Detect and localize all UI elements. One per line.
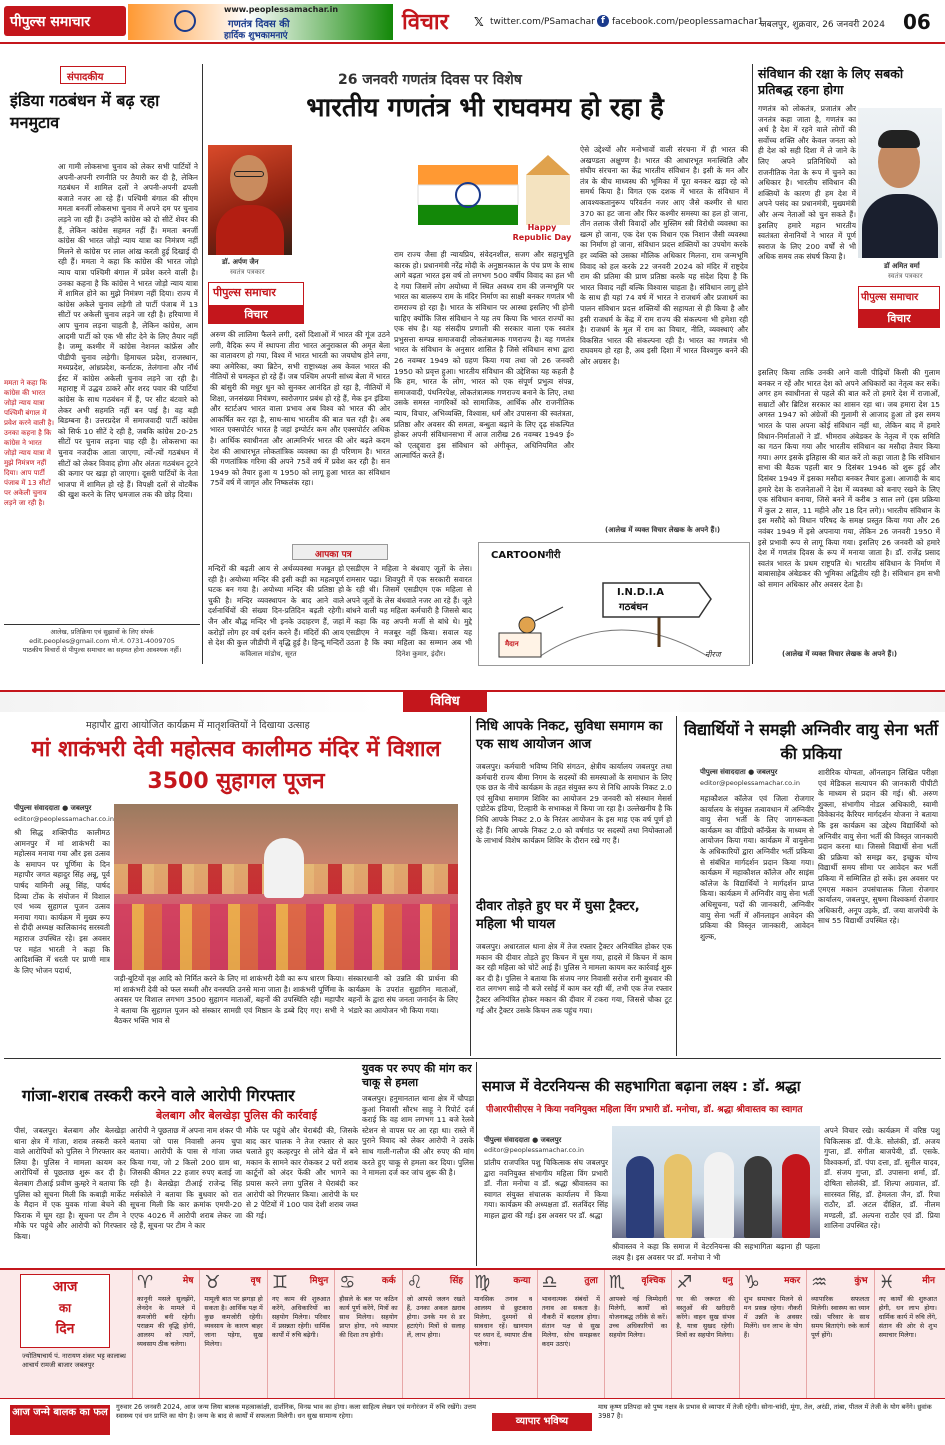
sidebar-headline: संविधान की रक्षा के लिए सबको प्रतिबद्ध रहना होगा — [758, 66, 904, 97]
lead-stamp-logo: पीपुल्स समाचार — [213, 286, 276, 299]
zodiac-sign-name: वृश्चिक — [641, 1276, 666, 1286]
zodiac-sign-text: मानसिक तनाव व आलस्य से छुटकारा मिलेगा, दुश्मनों से सावधान रहें। खानपान पर ध्यान दें, व्यापार ठीक चलेगा। — [474, 1295, 533, 1348]
zodiac-sign-icon: ♊ — [271, 1272, 288, 1293]
letters-col2: एसडीएम ने महिला ने बंधवाए जूतों के लेस। रामसार पढ़ा। शिवपुरी में एक सरकारी सवारत के रही थी। जिसमें एसडीएम एक महिला से अपने जूतों के लेस बंधवाते नजर आ रहे हैं। जूते बांधने वाली यह महिला कर्मचारी है जिससे बाद में कहा कि वह अपनी मर्जी से बांधे थे। मुद्दे एसडीएम ने मजबूर नहीं किया। सवाल यह उठता है कि क्या महिला का सम्मान अब भी — [346, 564, 472, 648]
story4-col2: शारीरिक योग्यता, ऑनलाइन लिखित परीक्षा एवं मेडिकल सत्यापन की जानकारी पीपीटी के माध्यम से प्रदान की गई। श्री. अरुण शुक्ला, संभागीय नोडल अधिकारी, स्वामी विवेकानंद कैरियर मार्गदर्शन योजना ने बताया कि इस कार्यक्रम का उद्देश्य विद्यार्थियों को अग्निवीर वायु सेना भर्ती की विस्तृत जानकारी प्रदान करना था। जिससे विद्यार्थी सेना भर्ती की प्रक्रिया को समझ कर, इच्छुक योग्य विद्यार्थी समय सीमा पर आवेदन कर भर्ती प्रकिया में सम्मिलित हो सकें। इस अवसर पर एमएस मकान उपसंचालक जिला रोजगार कार्यालय, जबलपुर, सुषमा विश्वकर्मा रोजगार अधिकारी, अनूप उइके, डॉ. जया वाजपेयी के साथ 55 विद्यार्थी उपस्थित रहे। — [818, 768, 938, 926]
lead-col3: ऐसे उद्देश्यों और मनोभावों वाली संरचना में ही भारत की अखण्डता अक्षुण्ण है। भारत की आधारभूत मनःस्थिति और संघीय संरचना का केंद्र भारतीय संविधान है। इसी के मन और तंत्र के बीच माध्यस्थ की भूमिका में पूरा बनकर खड़ा रहे को समर्थ किया है। विगत एक दशक में भारत के संविधान में आवश्यकतानुरूप परिवर्तन नजर आए जैसे कश्मीर से धारा 370 का हट जाना और फिर कश्मीर समस्या का हल हो जाना, तीन तलाक जैसी विवादों और मुस्लिम स्त्री विरोधी व्यवस्था का खत्म हो जाना, एक देश एक विधान एक निशान जैसी व्यवस्था का निर्माण हो जाना, संविधान प्रदत्त शक्तियों का उपयोग करके हर व्यक्ति को उसका मौलिक अधिकार मिलना, राम जन्मभूमि विवाद को हल करके 22 जनवरी 2024 को मंदिर में राष्ट्रदेव राम की प्रतिमा की प्राण प्रतिष्ठा करके यह संदेश दिया है कि भारत विवाद नहीं बल्कि विश्वास चाहता है। संविधान लागू होने के साथ ही यहां 74 वर्ष में भारत ने राजधर्म और प्रजाधर्म का पालन संविधान प्रदत्त शक्तियों की सहायता से ही किया है और इसी राजधर्म के केंद्र में राम राज्य की संकल्पना भी हमेशा रही है। राजधर्म के मूल में राम का विचार, नीति, व्यवस्थाएं और विकसित भारत की संकल्पना रही है। भारत का गणतंत्र भी राघवमय हो रहा है, अब इसी दिशा में भारत विश्वगुरु बनने की ओर अग्रसर है। — [580, 145, 748, 366]
person4-icon — [744, 1156, 772, 1238]
story1-kicker: महापौर द्वारा आयोजित कार्यक्रम में मातृशक्तियों ने दिखाया उत्साह — [86, 720, 310, 731]
crowd-row2-icon — [114, 904, 458, 970]
zodiac-cell — [806, 1270, 873, 1400]
zodiac-cell — [671, 1270, 738, 1400]
zodiac-cell — [402, 1270, 469, 1400]
lead-headline: भारतीय गणतंत्र भी राघवमय हो रहा है — [306, 93, 664, 123]
letters-col1: मन्दिरों की बढ़ती आय से अर्थव्यवस्था मजबूत हो रही है। अयोध्या मन्दिर की इसी कड़ी का महत्वपूर्ण घटक बन गया है। अयोध्या मन्दिर की प्रतिष्ठा हो चुकी है। मन्दिर व्यवस्थापन के बाद आने वाले दर्शनार्थियों की संख्या दिन-प्रतिदिन बढ़ती रहेगी। जैन और बौद्ध मन्दिर भी इनके उदाहरण हैं, जहां करोड़ों लोग हर वर्ष दर्शन करने हैं। मंदिरों की आय से देश की कुल जीडीपी में वृद्धि हुई है। हिन्दू मन्दिरों — [208, 564, 344, 648]
zodiac-sign-name: मेष — [182, 1276, 194, 1286]
story7-caption: श्रीवास्तव ने कहा कि समाज में वेटरनियन्स की सहभागिता बढ़ाना ही पहला लक्ष्य है। इस अवसर पर डॉ. मनोचा ने भी — [612, 1242, 820, 1262]
banner-line1: गणतंत्र दिवस की — [228, 19, 290, 30]
zodiac-cell — [267, 1270, 334, 1400]
child-label: आज जन्मे बालक का फल — [10, 1405, 110, 1435]
zodiac-sign-name: मिथुन — [309, 1276, 329, 1286]
zodiac-cell — [132, 1270, 199, 1400]
republic-day-text: Happy Republic Day — [512, 223, 572, 242]
lead-author-name: डॉ. अर्पण जैन — [222, 258, 259, 266]
flag-banner — [128, 4, 393, 40]
story1-col1: श्री सिद्ध शक्तिपीठ कालीमठ आमनपुर में मां शाकंभरी का महोत्सव मनाया गया और इस उत्सव के समापन पर पूर्णिमा के दिन महापौर जगत बहादुर सिंह अन्नू, पूर्व पार्षद यामिनी अन्नू सिंह, पार्षद दिव्या टोंक के संयोजन में विशाल एवं भव्य सुहागल पूजन उत्सव मनाया गया। कार्यक्रम में मुख्य रूप से दीदी अध्यक्ष कालिकानंद सरस्वती महाराज उपस्थित रहे। इस अवसर पर महंत भारती ने कहा कि आदिशक्ति में धरती पर प्राणी मात्र के लिए भोजन पदार्थ, — [14, 828, 110, 975]
zodiac-sign-name: सिंह — [449, 1276, 464, 1286]
story5-subhead: बेलबाग और बेलखेड़ा पुलिस की कार्रवाई — [156, 1109, 317, 1122]
story7-col1: प्रांतीय राजपत्रित पशु चिकित्सक संघ जबलपुर द्वारा नवनियुक्त संभागीय महिला विंग प्रभारी डॉ. नीता मनोचा व डॉ. श्रद्धा श्रीवास्तव का स्वागत संयुक्त संचालक कार्यालय में किया गया। कार्यक्रम की अध्यक्षता डॉ. सतविंदर सिंह माहल द्वारा की गई। इस अवसर पर डॉ. श्रद्धा — [484, 1158, 608, 1220]
zodiac-sign-text: शुभ समाचार मिलने से मन प्रसन्न रहेगा। नौकरी में उन्नति के अवसर मिलेंगे। धन लाभ के योग हैं। — [743, 1295, 803, 1339]
lead-stamp-section: विचार — [209, 305, 303, 324]
zodiac-sign-text: आपको नई जिम्मेदारी मिलेगी, कार्यों को योजनाबद्ध तरीके से करें। उच्च अधिकारियों का सहयोग मिलेगा। — [608, 1295, 668, 1339]
lead-signoff: (आलेख में व्यक्त विचार लेखक के अपने हैं।) — [605, 526, 721, 534]
editorial-tag-box — [60, 66, 126, 84]
zodiac-sign-name: मीन — [922, 1276, 935, 1286]
story5-headline: गांजा-शराब तस्करी करने वाले आरोपी गिरफ्तार — [22, 1086, 295, 1105]
story5-col1: पीसं, जबलपुर। बेलबाग और बेलखेड़ा थाना क्षेत्र में गांजा, शराब तस्करी करने वाले आरोपियों को पुलिस ने गिरफ्तार कर लिया है। पुलिस ने मामला कायम कर आरोपियों से पूछताछ शुरू कर दी है। बेलबाग टीआई प्रवीण कुम्हरे ने बताया कि पुलिस को सूचना मिली कि कबाड़ी मार्केट के मैदान में एक युवक गांजा बेचने की फिराक में घूम रहा है। सूचना पर टीम ने मौके पर पहुंचे और आरोपी को गिरफ्तार किया। — [14, 1126, 126, 1241]
author-face-icon — [230, 155, 268, 201]
zodiac-sign-icon: ♋ — [339, 1272, 356, 1293]
zodiac-sign-name: कर्क — [381, 1276, 396, 1286]
story4-email[interactable]: editor@peoplessamachar.co.in — [700, 779, 800, 787]
lead-col1: अरुण की लालिमा फैलने लगी, दसों दिशाओं में भारत की गूंज उठने लगी, वैदिक रूप में स्थापना तीरा भारत अनुराकाल की अमृत बेला का वातावरण हो गया, विश्व में भारत भारती का जयघोष होने लगा, क्या अमेरिका, क्या ब्रिटेन, सभी राष्ट्राध्यक्ष अब केवल भारत की नीतियों से चमत्कृत हो रहे हैं। जब पश्चिम अपनी सांध्य बेला में भारत की बांसुरी की मधुर धुन को सुनकर आनंदित हो रहा है, नीतियों में शिक्षा, जनसंख्या नियंत्रण, स्वरोजगार प्रबंध हो रहे हैं, मेक इन इंडिया और स्टार्टअप भारत वाला प्रभाव अब विश्व को भारत की ओर आकर्षित कर रहा है, साथ-साथ भारतीय की बात चल रही है। अब भारत एक्सपोर्टर भारत है जहां इम्पोर्टर कम और एक्सपोर्टर अधिक है। आर्थिक स्वाधीनता और आत्मनिर्भर भारत की ओर बढ़ते कदम देश की आधारभूत लोकतांत्रिक व्यवस्था का ही परिणाम है। भारत की गणतांत्रिक गरिमा की अपने 75वें वर्ष में प्रवेश कर रही है। सन 1949 को तैयार हुआ य 1950 को लागू हुआ भारत का संविधान 75वें वर्ष में जागृत और निष्कलंक रहा। — [210, 330, 390, 488]
zodiac-sign-text: नए कार्यों की शुरुआत होगी, धन लाभ होगा। धार्मिक कार्य में रुचि लेंगे, संतान की ओर से शुभ समाचार मिलेगा। — [878, 1295, 937, 1339]
divider-v2 — [676, 716, 677, 1056]
zodiac-cell — [874, 1270, 941, 1400]
person1-icon — [626, 1156, 654, 1238]
zodiac-cell — [604, 1270, 671, 1400]
story1-email[interactable]: editor@peoplessamachar.co.in — [14, 815, 114, 823]
horoscope-title-mid: का — [58, 1301, 72, 1315]
zodiac-sign-name: कन्या — [513, 1276, 531, 1286]
zodiac-sign-icon: ♓ — [878, 1272, 895, 1293]
zodiac-sign-name: धनु — [722, 1276, 733, 1286]
zodiac-sign-text: भावनात्मक संबंधों में तनाव आ सकता है। नौकरी में बदलाव होगा। संतान पक्ष से सुख मिलेगा, सोच समझकर कदम उठाएं। — [541, 1295, 600, 1348]
cartoon-artist-signature: नीरज — [705, 650, 721, 659]
banner-line2: हार्दिक शुभकामनाएं — [224, 31, 288, 41]
republic-day-image — [394, 145, 574, 245]
zodiac-cell — [739, 1270, 806, 1400]
divider-h1 — [4, 1058, 941, 1059]
story3-headline: दीवार तोड़ते हुए घर में घुसा ट्रैक्टर, महिला भी घायल — [476, 899, 640, 932]
zodiac-sign-name: वृष — [250, 1276, 261, 1286]
divider-right — [752, 64, 753, 664]
story1-byline: पीपुल्स संवाददाता ● जबलपुर — [14, 804, 92, 812]
zodiac-cell — [199, 1270, 266, 1400]
horoscope-grid — [132, 1270, 941, 1400]
zodiac-sign-text: जो आपसे जलन रखते हैं, उनका अकल ख़राब होगा। उनके मन से डर हटाएंगे। मित्रों से सलाह लें, लाभ होगा। — [406, 1295, 466, 1339]
zodiac-sign-text: घर की जरूरत की वस्तुओं की खरीदारी करेंगे। वाहन सुख संभव है, यात्रा सुखद रहेगी। मित्रों का सहयोग मिलेगा। — [676, 1295, 735, 1339]
lead-col1-top — [296, 145, 390, 325]
horoscope-title-box — [20, 1274, 110, 1348]
zodiac-sign-text: नए काम की शुरुआत करेंगे, अधिकारियों का सहयोग मिलेगा। परिवार में प्रसन्नता रहेगी। धार्मिक कार्यों में रुचि बढ़ेगी। — [271, 1295, 331, 1339]
story4-headline: विद्यार्थियों ने समझी अग्निवीर वायु सेना भर्ती की प्रकिया — [684, 720, 938, 763]
sidebar-stamp-logo: पीपुल्स समाचार — [861, 292, 919, 303]
zodiac-sign-text: कानूनी मसले सुलझेंगे, लेनदेन के मामले में कमजोरी बनी रहेगी। पराक्रम की वृद्धि होगी, आलस्य को त्यागें, व्यवसाय ठीक चलेगा। — [137, 1295, 196, 1348]
zodiac-sign-icon: ♈ — [137, 1272, 154, 1293]
horoscope-band — [0, 1268, 945, 1398]
zodiac-sign-icon: ♏ — [608, 1272, 626, 1293]
sidebar-stamp — [858, 286, 940, 328]
divider-v3 — [476, 1062, 477, 1266]
editorial-tag: संपादकीय — [67, 72, 104, 83]
facebook-handle[interactable]: facebook.com/peoplessamachar1 — [612, 17, 764, 27]
story6-col1: मौके पर पहुंचे और घेराबंदी की, जिसके बाद कार चालक ने तेज रफ्तार से कार चलाते हुए कल्हरपुर से लोने खेत में बने मकान के सामने कार रोककर 2 घरों शराब कार्टूनों को अंदर फेंकी और भागने का प्रयास करने लगा पुलिस ने घेराबंदी कर आरोपी को गिरफ्तार किया। आरोपी के घर से 2 पेटियों में 100 पाव देशी शराब जब्त की गई। — [246, 1126, 358, 1220]
story1-headline: मां शाकंभरी देवी महोत्सव कालीमठ मंदिर में विशाल 3500 सुहागल पूजन — [31, 737, 441, 794]
person5-icon — [782, 1154, 810, 1238]
story1-photo — [114, 804, 458, 970]
footer-strip — [0, 1398, 945, 1445]
editorial-footer — [4, 624, 200, 654]
cartoon-box — [478, 542, 750, 666]
letters-title-box — [292, 544, 388, 560]
editorial-body: आ गामी लोकसभा चुनाव को लेकर सभी पार्टियों ने अपनी-अपनी रणनीति पर तैयारी कर दी है, लेकिन गठबंधन में शामिल दलों ने अपनी-अपनी ढपली बजाते नजर आ रहे हैं। पश्चिमी बंगाल की सीएम ममता बनर्जी लोकसभा चुनाव में अपने दम पर चुनाव लड़ने जा रही हैं। उन्होंने कांग्रेस को दो सीटें शेयर की हैं, लेकिन कांग्रेस सहमत नहीं हैं। ममता बनर्जी कांग्रेस की भारत जोड़ो न्याय यात्रा का निमंत्रण नहीं मिलने से कांग्रेस पर लाल आंख करती हुई दिखाई दी रही हैं। ममता ने कहा कि कांग्रेस की भारत जोड़ो न्याय यात्रा पश्चिमी बंगाल में प्रवेश करने वाली है। उनका कहना है कि कांग्रेस ने भारत जोड़ो न्याय यात्रा में शामिल होने का मुझे निमंत्रण नहीं दिया। राज्य में कांग्रेस अकेले चुनाव लड़ेगी तो पार्टी पंजाब में 13 सीटों पर अकेली चुनाव लड़ने जा रही है। हरियाणा में आप चुनाव लड़ना चाहती है, लेकिन कांग्रेस, आम आदमी पार्टी को एक भी सीट देने के लिए तैयार नहीं है। जम्मू कश्मीर में कांग्रेस नेशनल कांफ्रेंस और पीडीपी चुनाव लड़ेगी। हिमाचल प्रदेश, राजस्थान, मध्यप्रदेश, आंध्रप्रदेश, कर्नाटक, तेलंगाना और नॉर्थ ईस्ट में कांग्रेस अकेली चुनाव लड़ने जा रही है। महाराष्ट्र में उद्धव ठाकरे और शरद पवार की पार्टियां कांग्रेस के साथ गठबंधन में हैं, पर सीट बंटवारे को लेकर अभी सहमति नहीं बन पाई है। वह बड़ी बिडम्बना है। उत्तरप्रदेश में समाजवादी पार्टी कांग्रेस को सिर्फ 10 सीटें दे रही है, जबकि कांग्रेस 20-25 सीटों पर चुनाव लड़ना चाह रही है। लोकसभा का चुनाव नजदीक आता जाएगा, त्यों-त्यों गठबंधन में सीटों को लेकर विवाद होगा और अंततः गठबंधन टूटने की कगार पर खड़ा हो जाएगा। दूसरी पार्टियों के नेता भाजपा में शामिल हो रहे हैं। विपक्षी दलों से वोटबैंक की खुश करने के लिए भ्रमजाल तक की छोड़ दिया। — [58, 162, 198, 500]
mayor-figure-icon — [264, 838, 304, 898]
story6-col2: जबलपुर। हनुमानताल थाना क्षेत्र में चौपड़ा कुआं निवासी सौरभ साहू ने रिपोर्ट दर्ज कराई कि वह शाम लगभग 11 बजे रेलवे स्टेशन से वापस घर आ रहा था। रास्ते में पुराने विवाद को लेकर आरोपी ने उसके साथ गाली-गलौज की और रुपए की मांग करते हुए चाकू से हमला कर दिया। पुलिस ने मामला दर्ज कर जांच शुरू की है। — [362, 1094, 474, 1178]
zodiac-sign-icon: ♑ — [743, 1272, 760, 1293]
story7-headline: समाज में वेटरनियन्स की सहभागिता बढ़ाना लक्ष्य : डॉ. श्रद्धा — [482, 1079, 801, 1095]
author-body-icon — [216, 205, 284, 255]
story6-headline: युवक पर रुपए की मांग कर चाकू से हमला — [362, 1062, 472, 1089]
sidebar-intro: गणतंत्र को लोकतंत्र, प्रजातंत्र और जनतंत्र कहा जाता है, गणतंत्र का अर्थ है देश में रहने वाले लोगों की सर्वोच्च शक्ति और केवल जनता को ही देश को सही दिशा में ले जाने के लिए अपने प्रतिनिधियों को राजनीतिक नेता के रूप में चुनने का अधिकार है। भारतीय संविधान की शक्तियों के कारण ही हम देश में अपने पसंद का प्रधानमंत्री, मुख्यमंत्री और अन्य नेताओं को चुन सकते हैं। इसलिए हमारे महान भारतीय स्वतंत्रता सेनानियों ने भारत में पूर्ण स्वराज के लिए 200 वर्षों से भी अधिक समय तक संघर्ष किया है। — [758, 104, 856, 262]
lead-stamp — [208, 282, 304, 324]
lead-author-role: स्वतंत्र पत्रकार — [230, 268, 265, 276]
lead-author-photo — [208, 145, 292, 255]
twitter-handle[interactable]: twitter.com/PSamachar — [490, 17, 595, 27]
sidebar-author-photo — [858, 108, 942, 258]
zodiac-sign-icon: ♐ — [676, 1272, 693, 1293]
story2-headline: निधि आपके निकट, सुविधा समागम का एक साथ आयोजन आज — [476, 719, 663, 752]
sidebar-signoff: (आलेख में व्यक्त विचार लेखक के अपने हैं।) — [782, 650, 898, 658]
zodiac-cell — [537, 1270, 604, 1400]
horoscope-title-bot: दिन — [55, 1321, 75, 1337]
zodiac-sign-text: मामूली बात पर झगड़ा हो सकता है। आर्थिक पक्ष में कुछ कमजोरी रहेगी। व्यवसाय के कारण बाहर जाना पड़ेगा, सुख मिलेगा। — [204, 1295, 263, 1348]
editorial-headline: इंडिया गठबंधन में बढ़ रहा मनमुटाव — [10, 91, 160, 132]
letters-sig1: कविलाल मांडोथ, सूरत — [240, 650, 297, 658]
story7-email[interactable]: editor@peoplessamachar.co.in — [484, 1146, 584, 1154]
market-text: माघ कृष्ण प्रतिपदा को पुष्य नक्षत्र के प्रभाव से व्यापार में तेजी रहेगी। सोना-चांदी, मूंगा, तेल, अरंडी, तांबा, पीतल में तेजी के योग बनेंगे। ध्रुवांक 3987 है। — [598, 1403, 932, 1421]
letters-sig2: दिनेश कुमार, इंदौर। — [396, 650, 446, 658]
horoscope-title-top: आज — [52, 1279, 78, 1295]
zodiac-sign-icon: ♍ — [474, 1272, 491, 1293]
cartoon-sign-line1: I.N.D.I.A — [617, 587, 665, 598]
zodiac-sign-icon: ♎ — [541, 1272, 558, 1293]
story7-col3: अपने विचार रखे। कार्यक्रम में वरिष्ठ पशु चिकित्सक डॉ. पी.के. सोलंकी, डॉ. अजय गुप्ता, डॉ. संगीता बाजपेयी, डॉ. एसके. विश्वकर्मा, डॉ. पंपा दत्ता, डॉ. सुनील यादव, डॉ. संजय गुप्ता, डॉ. उपासना शर्मा, डॉ. दोषिता सोलंकी, डॉ. शिल्पा अग्रवाल, डॉ. सारस्वत सिंह, डॉ. हेमलता जैन, डॉ. रिचा राठौर, डॉ. अटल दीक्षित, डॉ. नीलम मण्डली, डॉ. अल्पना राठौर एवं डॉ. प्रिया शालिना उपस्थित रहे। — [824, 1126, 940, 1231]
vividh-label: विविध — [403, 692, 487, 712]
zodiac-sign-name: मकर — [784, 1276, 801, 1286]
dateline: जबलपुर, शुक्रवार, 26 जनवरी 2024 — [760, 20, 885, 30]
sidebar-author-role: स्वतंत्र पत्रकार — [888, 272, 923, 280]
story4-byline: पीपुल्स संवाददाता ● जबलपुर — [700, 768, 778, 776]
story7-subhead: पीआरपीसीएस ने किया नवनियुक्त महिला विंग प्रभारी डॉ. मनोचा, डॉ. श्रद्धा श्रीवास्तव का स्वागत — [486, 1105, 803, 1115]
zodiac-sign-text: व्यापारिक सफलता मिलेगी। स्वास्थ्य का ध्यान रखें। परिवार के साथ समय बिताएंगे। रुके कार्य पूर्ण होंगे। — [811, 1295, 870, 1339]
story3-body: जबलपुर। अधारताल थाना क्षेत्र में तेज रफ्तार ट्रैक्टर अनियंत्रित होकर एक मकान की दीवार तोड़ते हुए किचन में घुस गया, हादसे में किचन में काम कर रही महिला को चोटें आई हैं। पुलिस ने मामला कायम कर कार्रवाई शुरू कर दी है। पुलिस ने बताया कि संजय नगर निवासी सरोज रानी बुधवार की रात लगभग साढ़े नौ बजे रसोई में काम कर रही थीं, तभी एक तेज रफ्तार ट्रैक्टर अनियंत्रित होकर मकान की दीवार में टकरा गया, जिससे चौका टूट गई और ट्रैक्टर उसके किचन तक पहुंच गया। — [476, 942, 672, 1015]
masthead-logo — [4, 6, 126, 36]
masthead-logo-text: पीपुल्स समाचार — [10, 14, 91, 30]
zodiac-cell — [469, 1270, 536, 1400]
story7-photo — [612, 1126, 820, 1238]
twitter-icon[interactable]: 𝕏 — [474, 15, 484, 29]
story2-body: जबलपुर। कर्मचारी भविष्य निधि संगठन, क्षेत्रीय कार्यालय जबलपुर तथा कर्मचारी राज्य बीमा निगम के सदस्यों की समस्याओं के समाधान के लिए एक छत के नीचे कार्यक्रम के तहत संयुक्त रूप से निधि आपके निकट 2.0 एवं सुविधा समागम शिविर का आयोजन 29 जनवरी को संस्थान मेसर्स एडोटेक इंडिया, टिल्हारी के सभाकक्ष में किया जा रहा है। उल्लेखनीय है कि निधि आपके निकट 2.0 के निरंतर आयोजन के इस माह एक वर्ष पूर्ण हो रहे हैं। निधि आपके निकट 2.0 को वर्षगांठ पर सदस्यों तथा नियोक्ताओं के लाभार्थ विशेष कार्यक्रम शिविर के दौरान रखे गए हैं। — [476, 762, 672, 846]
masthead — [0, 0, 945, 44]
editorial-footer-email[interactable]: edit.peoples@gmail.com मो.नं. 0731-4009705 — [29, 637, 175, 645]
banner-website[interactable]: www.peoplessamachar.in — [224, 5, 339, 14]
author-glasses-icon — [234, 171, 264, 177]
child-text: गुरुवार 26 जनवरी 2024, आज जन्म लिया बालक महत्वाकांक्षी, दार्शनिक, विनम्र भाव का होगा। कला साहित्य लेखन एवं मनोरंजन में रुचि रखेंगे। उत्तम स्वास्थ्य एवं धन प्राप्ति का योग है। जन्म के बाद से कार्यों में सफलता मिलेगी। धन सुख सामान्य रहेगा। — [116, 1403, 476, 1421]
sidebar-author-name: डॉ अमित वर्मा — [884, 262, 920, 270]
story1-col2: जड़ी-बूटियों वृक्ष आदि को निर्मित करने के लिए मां शाकंभरी देवी का रूप धारण किया। मां शाकंभरी देवी को फल सब्जी और वनस्पति उनसे माना जाता है। शाकंभरी पूर्णिमा के अवसर पर विशाल लगभग 3500 सुहागन माताओं, बहनों की उपस्थिति रही। महापौर ने बताया कि सुहागल पूजन को संस्कार सामग्री एवं मिष्ठान के डब्बे दिए गए। सभी ने बैठकर भक्ति भाव से — [114, 974, 344, 1026]
zodiac-sign-icon: ♌ — [406, 1272, 423, 1293]
zodiac-sign-icon: ♉ — [204, 1272, 221, 1293]
market-label: व्यापार भविष्य — [492, 1413, 592, 1431]
lead-kicker: 26 जनवरी गणतंत्र दिवस पर विशेष — [338, 72, 522, 88]
zodiac-sign-text: हौसले के बल पर कठिन कार्य पूर्ण करेंगे, मित्रों का साथ मिलेगा। सहयोग प्राप्त होगा, नये व्यापार की दिशा तय होगी। — [339, 1295, 398, 1339]
person3-icon — [704, 1152, 734, 1238]
zodiac-sign-name: कुंभ — [854, 1276, 868, 1286]
facebook-icon[interactable]: f — [597, 15, 609, 27]
editorial-pullquote: ममता ने कहा कि कांग्रेस की भारत जोड़ो न्याय यात्रा पश्चिमी बंगाल में प्रवेश करने वाली है। उनका कहना है कि कांग्रेस ने भारत जोड़ो न्याय यात्रा में मुझे निमंत्रण नहीं दिया। आप पार्टी पंजाब में 13 सीटों पर अकेली चुनाव लड़ने जा रही है। — [4, 379, 55, 507]
lead-col2: राम राज्य जैसा ही न्यायप्रिय, संवेदनशील, सजग और सहानुभूति कारक हो। प्रधानमंत्री नरेंद्र मोदी के अनुष्ठानकाल के पंच प्रण के साथ आगे बढ़ता भारत इस वर्ष तो लगभग 500 वर्षीय विवाद का हल भी दे गया जिसमें लोग अयोध्या में स्थित अवध्य राम की जन्मभूमि पर भारत का बालरूप राम के मंदिर निर्माण का साक्षी बनकर गणतंत्र भी रामराज्य हो रहा है। भारत के संविधान पर आस्था इसलिए भी होनी चाहिए क्योंकि जिस संविधान ने यह तय किया कि भारत राज्यों का एक संघ है। यह संसदीय प्रणाली की सरकार वाला एक स्वतंत्र प्रभुसत्ता सम्पन्न समाजवादी लोकतंत्रात्मक गणराज्य है। यह गणतंत्र भारत के संविधान के अनुसार शासित है जिसे संविधान सभा द्वारा 26 नवम्बर 1949 को ग्रहण किया गया तथा जो 26 जनवरी 1950 को प्रवृत्त हुआ। भारतीय संविधान की उद्देशिका यह कहती है कि हम, भारत के लोग, भारत को एक संपूर्ण प्रभुत्व संपन्न, समाजवादी, पंथनिरपेक्ष, लोकतंत्रात्मक गणराज्य बनाने के लिए, तथा उसके समस्त नागरिकों को सामाजिक, आर्थिक और राजनीतिक न्याय, विचार, अभिव्यक्ति, विश्वास, धर्म और उपासना की स्वतंत्रता, प्रतिष्ठा और अवसर की समता, बन्धुता बढ़ाने के लिए दृढ़ संकल्पित होकर अपनी संविधानसभा में आज तारीख 26 नवम्बर 1949 ई० को एतद्द्वारा इस संविधान को अंगीकृत, अधिनियमित और आत्मार्पित करते हैं। — [394, 250, 574, 461]
letters-title: आपका पत्र — [315, 550, 352, 560]
flag-chakra-icon — [174, 10, 196, 32]
page-number: 06 — [903, 10, 931, 34]
divider-v1 — [470, 716, 471, 1056]
sidebar-body: इसलिए किया ताकि उनकी आने वाली पीढ़ियों किसी की गुलाम बनकर न रहें और भारत देश को अपने अधिकारों का नेतृत्व कर सकें। अगर हम स्वाधीनता से पहले की बात करें तो हमारे देश में राजाओं, सम्राटों और ब्रिटिश सरकार का शासन रहा था। जब हमारा देश 15 अगस्त 1947 को अंग्रेजों की गुलामी से आजाद हुआ तो इस समय भारत के पास अपना कोई संविधान नहीं था, लेकिन बाद में हमारे विधान-निर्माताओं ने डॉ. भीमराव अंबेडकर के नेतृत्व में एक समिति का गठन किया गया और भारतीय संविधान का मसौदा तैयार किया गया। अगर इसके इतिहास की बात करें तो कहा जाता है कि संविधान सभा की बैठक पहली बार 9 दिसंबर 1946 को शुरू हुई और दिसंबर 1949 में इसका मसौदा बनकर तैयार हुआ। आजादी के बाद हमारे देश के राजनेताओं ने देश में व्यवस्था को बनाए रखने के लिए एक संविधान बनाया, जिसे बनने में करीब 3 साल लगे (इस प्रक्रिया में कुल 2 साल, 11 महीने और 18 दिन लगे)। भारतीय संविधान के इस मसौदे को विधान परिषद के समक्ष प्रस्तुत किया गया और 26 नवंबर 1949 में इसे अपनाया गया, लेकिन 26 जनवरी 1950 में इसे प्रभावी रूप से लागू किया गया। इसलिए 26 जनवरी को हमारे देश में गणतंत्र दिवस के रूप में मनाया जाता है। डॉ. राजेंद्र प्रसाद स्वतंत्र भारत के प्रथम राष्ट्रपति थे। भारतीय संविधान के निर्माण में बाबासाहेब अंबेडकर की भूमिका अद्वितीय रही है। संविधान हम सभी को समान अधिकार और अवसर देता है। — [758, 368, 940, 589]
story1-col3: संस्कारधानी को उन्नति की प्रार्थना की कार्यक्रम के उपरांत सुहागिन माताओं, बहनों के द्वारा संघ जनता जनार्दन के लिए भंडारे का आयोजन भी किया गया। — [348, 974, 458, 1015]
vividh-band — [0, 690, 945, 712]
cartoon-sign-line2: गठबंधन — [619, 602, 648, 613]
zodiac-sign-icon: ♒ — [811, 1272, 828, 1293]
story7-byline: पीपुल्स संवाददाता ● जबलपुर — [484, 1136, 562, 1144]
sidebar-stamp-section: विचार — [859, 309, 939, 328]
person2-icon — [664, 1154, 692, 1238]
section-title: विचार — [402, 10, 449, 35]
cartoon-title: CARTOONगीरी — [491, 550, 561, 561]
horoscope-astrologer: ज्योतिषाचार्य पं. नारायण शंकर भट्ट कालाब्ध आचार्य रामजी बाजार जबलपुर — [22, 1352, 126, 1369]
divider-left — [202, 64, 203, 664]
zodiac-sign-name: तुला — [584, 1276, 598, 1286]
story5-col2: आरोपी ने पूछताछ में अपना नाम शंकर पी बताया जो पास निवासी अनय चुपा बताया। आरोपी के पास से गांजा जब्त किया गया, जो 2 किलो 200 ग्राम था, जिसकी कीमत 22 हजार रुपए बताई जा रही है। बेलखेड़ा टीआई राजेन्द्र सिंह मर्सकोले ने बताया कि बुधवार को रात सूचना मिली कि कार क्रमांक एमपी-20 एएफ 4026 में आरोपी शराब लेकर जा रहे हैं, सूचना पर टीम ने कार — [130, 1126, 242, 1231]
cartoon-bucket-label: मैदान — [505, 640, 519, 648]
story4-col1: महाकौशल कॉलेज एवं जिला रोजगार कार्यालय के संयुक्त तत्वावधान में अग्निवीर वायु सेना भर्ती के लिए जागरूकता कार्यक्रम का वीडियो कॉन्फ्रेंस के माध्यम से आयोजन किया गया। कार्यक्रम में वायुसेना के अधिकारियों द्वारा अग्निवीर भर्ती प्रकिया से संबंधित मार्गदर्शन प्रदान किया गया। कार्यक्रम में महाकौशल कॉलेज और साइंस कॉलेज के विद्यार्थियों ने मार्गदर्शन प्राप्त किया। कार्यक्रम में अग्निवीर वायु सेना भर्ती अधिसूचना, पदों की जानकारी, अग्निवीर वायु सेना भर्ती में ऑनलाइन आवेदन की प्रकिया की विस्तृत जानकारी, आवेदन शुल्क, — [700, 794, 814, 941]
editorial-footer-line1: आलेख, प्रतिक्रिया एवं सुझावों के लिए संपर्क — [50, 628, 154, 636]
zodiac-cell — [334, 1270, 401, 1400]
editorial-footer-line3: पाठकीय विचारों से पीपुल्स समाचार का सहमत होना आवश्यक नहीं। — [22, 646, 182, 654]
sidebar-author-body-icon — [862, 194, 938, 258]
sidebar-author-hair-icon — [878, 130, 920, 148]
